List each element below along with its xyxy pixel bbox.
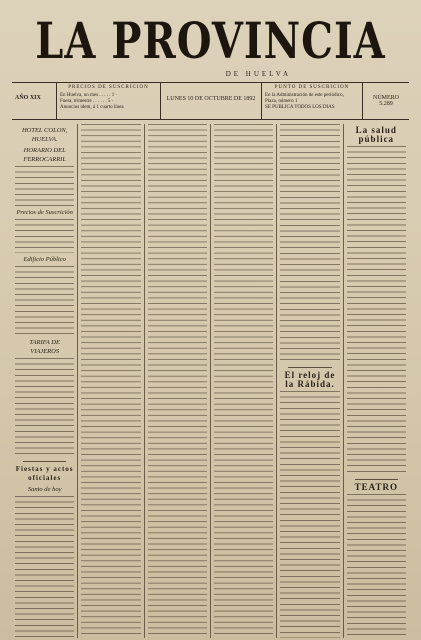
text-block bbox=[280, 391, 339, 638]
subscription-line: Fuera, trimestre . . . . . . 5 · bbox=[60, 99, 114, 104]
section-heading: Fiestas y actos oficiales bbox=[15, 465, 74, 482]
text-block bbox=[15, 219, 74, 253]
column-3 bbox=[145, 124, 211, 638]
subscription-point-box bbox=[262, 83, 363, 119]
section-heading: HOTEL COLON, HUELVA. bbox=[21, 127, 68, 143]
subscription-point-title: PUNTO DE SUSCRICION bbox=[274, 85, 350, 90]
section-heading: Edificio Público bbox=[23, 256, 66, 263]
subscription-point-line: En la Administración de este periódico, bbox=[265, 93, 344, 98]
column-4 bbox=[211, 124, 277, 638]
subscription-point-line: SE PUBLICA TODOS LOS DIAS bbox=[265, 105, 335, 110]
subscription-point-line: Plaza, número 1 bbox=[265, 99, 298, 104]
text-block bbox=[280, 124, 339, 364]
subscription-title: PRECIOS DE SUSCRICION bbox=[68, 85, 149, 90]
text-block bbox=[148, 124, 207, 638]
section-heading: La salud pública bbox=[355, 125, 397, 144]
divider bbox=[355, 479, 398, 480]
issue-number: NÚMERO 5.289 bbox=[372, 95, 399, 107]
text-block bbox=[81, 124, 140, 638]
column-1 bbox=[12, 124, 78, 638]
divider bbox=[23, 461, 66, 462]
article-columns bbox=[12, 124, 409, 638]
newspaper-title: LA PROVINCIA bbox=[35, 11, 386, 71]
column-2 bbox=[78, 124, 144, 638]
divider bbox=[288, 367, 331, 368]
section-heading: Precios de Suscrición bbox=[16, 209, 73, 216]
text-block bbox=[347, 494, 406, 638]
year-label: AÑO XIX bbox=[15, 95, 41, 101]
section-heading: Santo de hoy bbox=[27, 486, 62, 493]
info-bar bbox=[12, 82, 409, 120]
text-block bbox=[214, 124, 273, 638]
subscription-box bbox=[56, 83, 160, 119]
section-heading: TARIFA DE VIAJEROS bbox=[29, 339, 60, 355]
section-heading: HORARIO DEL FERROCARRIL bbox=[23, 147, 66, 163]
text-block bbox=[15, 358, 74, 458]
issue-date: LUNES 10 DE OCTUBRE DE 1892 bbox=[160, 83, 262, 119]
section-heading: El reloj de la Rábida. bbox=[284, 370, 336, 389]
text-block bbox=[15, 266, 74, 336]
text-block bbox=[15, 496, 74, 638]
subscription-line: En Huelva, un mes . . . . . 1 · bbox=[60, 93, 118, 98]
column-6 bbox=[344, 124, 409, 638]
subscription-line: Anuncios idem, á 1 cuarto línea bbox=[60, 105, 124, 110]
newspaper-subtitle: DE HUELVA bbox=[225, 70, 291, 78]
text-block bbox=[347, 146, 406, 476]
text-block bbox=[15, 166, 74, 206]
section-heading: TEATRO bbox=[354, 482, 398, 492]
column-5 bbox=[277, 124, 343, 638]
